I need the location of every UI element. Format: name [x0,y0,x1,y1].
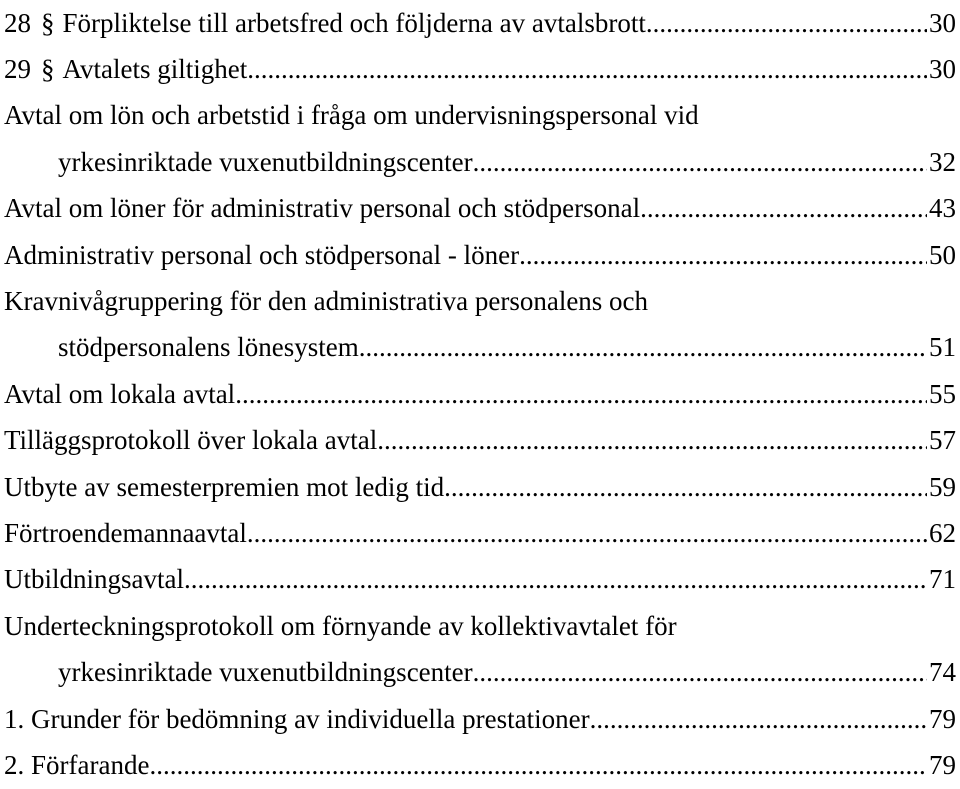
toc-entry-number: 29 [4,54,31,85]
toc-page-number: 74 [929,657,956,688]
leader-dots [377,425,927,456]
leader-dots [247,54,927,85]
leader-dots [640,193,927,224]
leader-dots [473,147,927,178]
section-sign: § [41,7,55,38]
toc-entry-title-continued: yrkesinriktade vuxenutbildningscenter [58,146,473,177]
toc-page-number: 62 [929,517,956,548]
toc-page-number: 55 [929,378,956,409]
toc-page-number: 59 [929,471,956,502]
toc-page-number: 32 [929,146,956,177]
toc-entry-undervisning-line1[interactable] [0,93,960,139]
leader-dots [149,750,927,781]
leader-dots [473,657,927,688]
toc-entry-admin-loner[interactable] [0,232,960,278]
toc-page-number: 71 [929,564,956,595]
toc-entry-title: Avtal om lön och arbetstid i fråga om undervisningspersonal vid [4,100,699,131]
toc-entry-title: 2. Förfarande [4,749,150,780]
toc-entry-grunder[interactable] [0,696,960,742]
toc-entry-number: 28 [4,7,31,38]
toc-entry-title: Förpliktelse till arbetsfred och följderna av avtalsbrott [62,7,646,38]
leader-dots [235,379,927,410]
toc-entry-title-continued: stödpersonalens lönesystem [58,332,359,363]
toc-entry-utbyte[interactable] [0,464,960,510]
toc-entry-admin-avtal[interactable] [0,186,960,232]
toc-entry-title: Underteckningsprotokoll om förnyande av kollektivavtalet för [4,610,677,641]
toc-entry-title: Avtal om löner för administrativ personal och stödpersonal [4,193,641,224]
toc-entry-title: Tilläggsprotokoll över lokala avtal [4,425,378,456]
toc-page-number: 79 [929,703,956,734]
toc-entry-title: Avtal om lokala avtal [4,378,236,409]
leader-dots [184,564,927,595]
toc-entry-28[interactable] [0,0,960,46]
leader-dots [590,704,927,735]
section-sign: § [41,54,55,85]
leader-dots [646,8,927,39]
toc-page-number: 30 [929,54,956,85]
toc-page-number: 43 [929,193,956,224]
toc-entry-title: Avtalets giltighet [62,54,248,85]
toc-page-number: 57 [929,425,956,456]
toc-entry-forfarande[interactable] [0,742,960,788]
toc-page-number: 51 [929,332,956,363]
leader-dots [519,240,927,271]
leader-dots [247,518,927,549]
toc-entry-title: Förtroendemannaavtal [4,517,247,548]
toc-entry-title-continued: yrkesinriktade vuxenutbildningscenter [58,657,473,688]
toc-entry-title: Kravnivågruppering för den administrativa personalens och [4,286,649,317]
toc-entry-tillagg[interactable] [0,418,960,464]
toc-entry-title: 1. Grunder för bedömning av individuella prestationer [4,703,590,734]
toc-entry-fortroende[interactable] [0,510,960,556]
leader-dots [444,472,927,503]
toc-entry-lokala[interactable] [0,371,960,417]
toc-entry-title: Utbildningsavtal [4,564,184,595]
toc-entry-kravniva-line2[interactable] [0,325,960,371]
toc-page-number: 50 [929,239,956,270]
toc-entry-undervisning-line2[interactable] [0,139,960,185]
toc-entry-title: Administrativ personal och stödpersonal - löner [4,239,520,270]
toc-entry-underteckning-line2[interactable] [0,649,960,695]
toc-entry-title: Utbyte av semesterpremien mot ledig tid [4,471,445,502]
toc-page-number: 79 [929,749,956,780]
toc-entry-29[interactable] [0,46,960,92]
toc-entry-kravniva-line1[interactable] [0,278,960,324]
leader-dots [359,332,927,363]
toc-entry-underteckning-line1[interactable] [0,603,960,649]
toc-page-number: 30 [929,7,956,38]
toc-entry-utbildning[interactable] [0,557,960,603]
